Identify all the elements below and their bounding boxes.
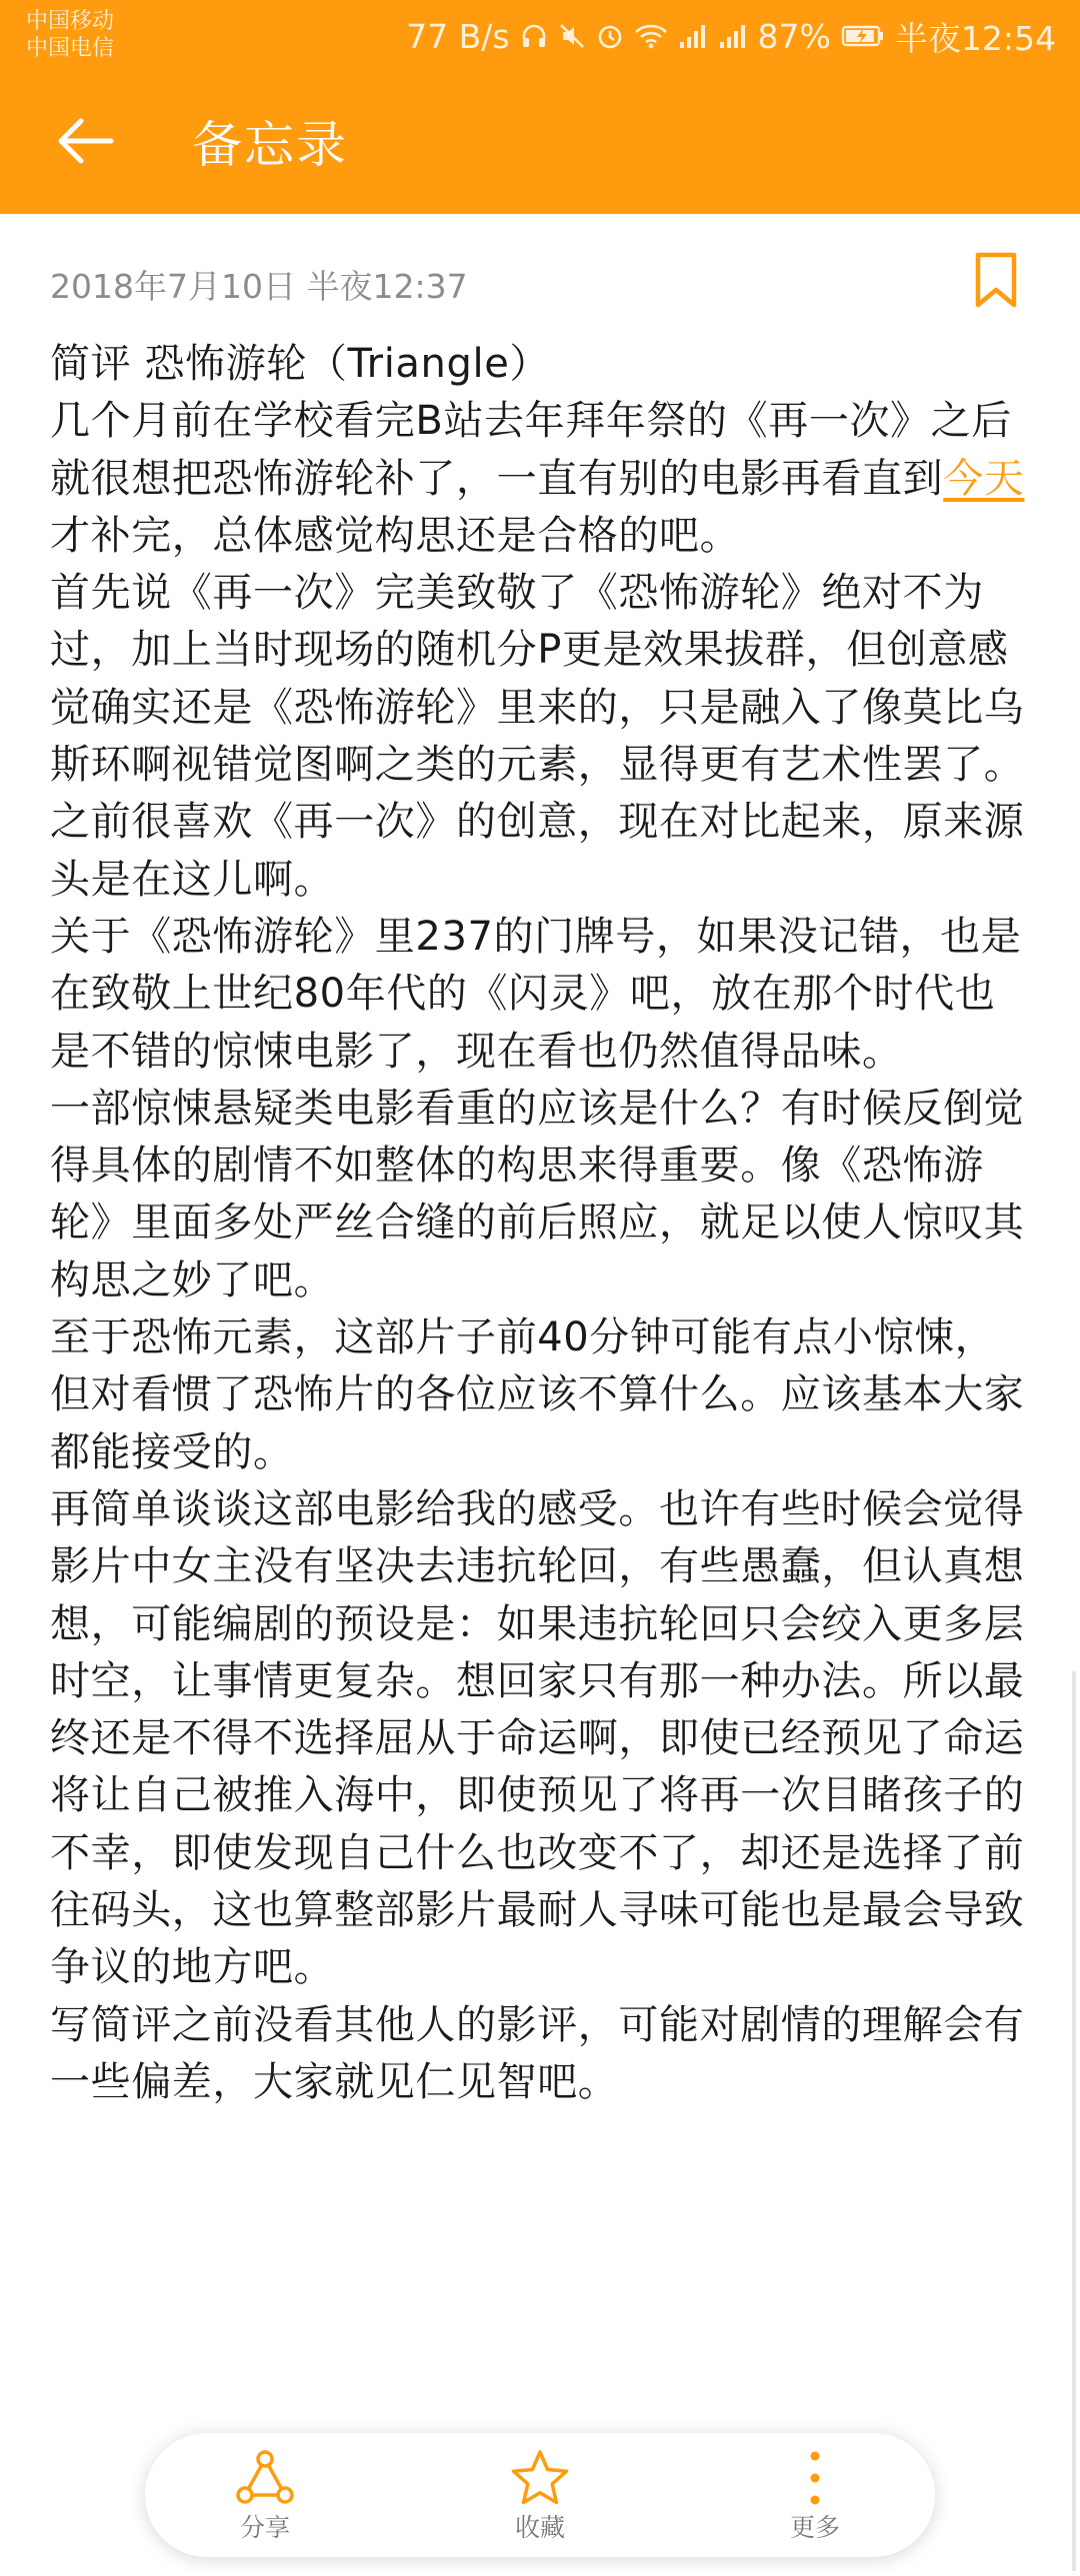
date-link[interactable]: 今天 [943,455,1025,502]
star-icon [508,2447,572,2509]
share-label: 分享 [239,2513,290,2542]
more-button[interactable] [725,2433,905,2557]
share-icon [233,2447,297,2509]
bookmark-icon [974,252,1018,312]
carrier-2: 中国电信 [26,36,115,61]
note-paragraph: 写简评之前没看其他人的影评，可能对剧情的理解会有一些偏差，大家就见仁见智吧。 [50,2001,1025,2105]
note-text: 几个月前在学校看完B站去年拜年祭的《再一次》之后就很想把恐怖游轮补了，一直有别的电影再看直到 [50,398,1012,502]
signal-icon [678,22,708,50]
note-text: 才补完，总体感觉构思还是合格的吧。 [50,512,741,559]
net-speed: 77 B/s [406,16,510,56]
clock: 半夜12:54 [894,18,1056,58]
carrier-1: 中国移动 [26,9,115,34]
bottom-action-bar [145,2433,935,2557]
alarm-icon [596,22,624,50]
mute-icon [558,22,586,50]
share-button[interactable] [175,2433,355,2557]
back-button[interactable] [40,107,130,179]
note-date: 2018年7月10日 半夜12:37 [50,267,468,306]
note-paragraph: 关于《恐怖游轮》里237的门牌号，如果没记错，也是在致敬上世纪80年代的《闪灵》吧，放在那个时代也是不错的惊悚电影了，现在看也仍然值得品味。 [50,913,1022,1075]
note-paragraph: 一部惊悚悬疑类电影看重的应该是什么？有时候反倒觉得具体的剧情不如整体的构思来得重要。像《恐怖游轮》里面多处严丝合缝的前后照应，就足以使人惊叹其构思之妙了吧。 [50,1085,1025,1303]
scrollbar[interactable] [1072,1671,1076,2571]
status-icons [406,12,1056,60]
signal-icon [718,22,748,50]
note-content[interactable] [50,336,1030,2111]
more-label: 更多 [789,2513,840,2542]
app-toolbar [0,72,1080,214]
favorite-label: 收藏 [514,2513,565,2542]
battery-icon [841,23,885,49]
bookmark-button[interactable] [968,248,1024,316]
note-paragraph: 再简单谈谈这部电影给我的感受。也许有些时候会觉得影片中女主没有坚决去违抗轮回，有些愚蠢，但认真想想，可能编剧的预设是：如果违抗轮回只会绞入更多层时空，让事情更复杂。想回家只有那一种办法。所以最终还是不得不选择屈从于命运啊，即使已经预见了命运将让自己被推入海中，即使预见了将再一次目睹孩子的不幸，即使发现自己什么也改变不了，却还是选择了前往码头，这也算整部影片最耐人寻味可能也是最会导致争议的地方吧。 [50,1485,1025,1991]
battery-percent: 87% [757,16,831,56]
note-paragraph: 简评 恐怖游轮（Triangle） [50,341,551,387]
page-title: 备忘录 [192,116,348,174]
note-paragraph: 至于恐怖元素，这部片子前40分钟可能有点小惊悚，但对看惯了恐怖片的各位应该不算什么。应该基本大家都能接受的。 [50,1314,1025,1475]
more-vertical-icon [783,2447,847,2509]
headphones-icon [520,22,548,50]
note-paragraph [50,393,1030,565]
note-paragraph: 首先说《再一次》完美致敬了《恐怖游轮》绝对不为过，加上当时现场的随机分P更是效果拔群，但创意感觉确实还是《恐怖游轮》里来的，只是融入了像莫比乌斯环啊视错觉图啊之类的元素，显得更有艺术性罢了。之前很喜欢《再一次》的创意，现在对比起来，原来源头是在这儿啊。 [50,570,1025,903]
wifi-icon [634,22,668,50]
carrier-info [26,8,114,62]
favorite-button[interactable] [450,2433,630,2557]
status-bar [0,0,1080,72]
arrow-left-icon [55,115,115,171]
